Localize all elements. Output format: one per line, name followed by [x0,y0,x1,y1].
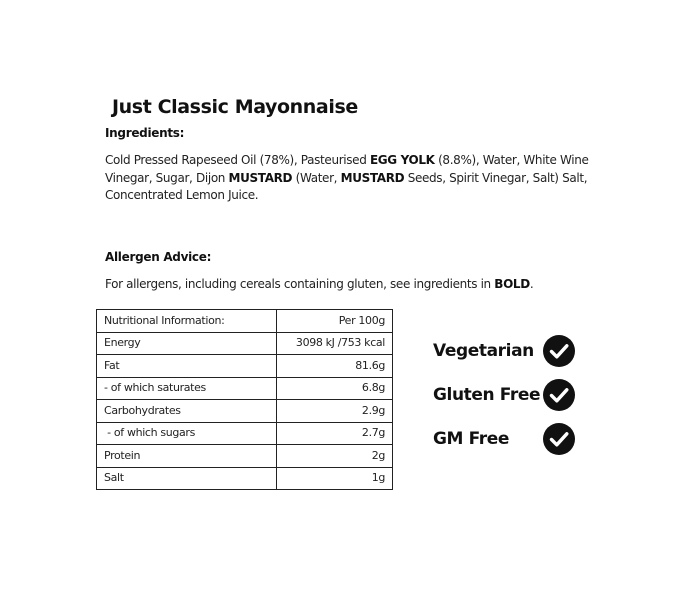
ingredient-part: Seeds, Spirit Vinegar, Salt) Salt, Concentrated Lemon Juice. [105,170,588,202]
nutrition-label: Salt [97,467,277,490]
nutrition-table [96,309,393,490]
badge-gm-free [433,422,575,456]
allergen-bold-word: BOLD [494,277,530,291]
allergen-text [105,276,605,294]
nutrition-header-row [97,310,393,333]
nutrition-row-carbohydrates [97,400,393,423]
ingredient-allergen-mustard: MUSTARD [228,170,293,185]
nutrition-value: 6.8g [277,377,393,400]
nutrition-value: 81.6g [277,355,393,378]
nutrition-label: Protein [97,445,277,468]
nutrition-row-sugars [97,422,393,445]
check-icon [543,379,575,411]
allergen-heading: Allergen Advice: [105,250,212,264]
ingredient-part: (8.8%), Water, White Wine Vinegar, Sugar, Dijon [105,153,589,185]
ingredient-part: (Water, [292,170,341,185]
dietary-badges [433,334,575,466]
badge-gluten-free [433,378,575,412]
ingredient-allergen-egg: EGG YOLK [369,153,435,167]
nutrition-value: 2.7g [277,422,393,445]
allergen-text-after: . [529,277,534,291]
nutrition-label: - of which sugars [97,422,277,445]
check-icon [543,423,575,455]
nutrition-label: Carbohydrates [97,400,277,423]
nutrition-row-protein [97,445,393,468]
nutrition-label: Energy [97,332,277,355]
ingredient-part: Cold Pressed Rapeseed Oil (78%), Pasteurised [105,153,370,167]
nutrition-value: 1g [277,467,393,490]
badge-label: Vegetarian [433,341,534,361]
nutrition-label: - of which saturates [97,377,277,400]
nutrition-value: 3098 kJ /753 kcal [277,332,393,355]
ingredient-allergen-mustard: MUSTARD [340,170,405,185]
nutrition-value: 2g [277,445,393,468]
badge-label: Gluten Free [433,385,541,405]
allergen-text-before: For allergens, including cereals containing gluten, see ingredients in [105,277,495,291]
nutrition-row-salt [97,467,393,490]
ingredients-heading: Ingredients: [105,126,185,140]
nutrition-header-value: Per 100g [277,310,393,333]
badge-label: GM Free [433,429,509,449]
nutrition-header-label: Nutritional Information: [97,310,277,333]
nutrition-row-saturates [97,377,393,400]
nutrition-row-fat [97,355,393,378]
ingredients-text [105,152,605,205]
product-title: Just Classic Mayonnaise [112,96,358,118]
nutrition-row-energy [97,332,393,355]
nutrition-label: Fat [97,355,277,378]
check-icon [543,335,575,367]
nutrition-value: 2.9g [277,400,393,423]
badge-vegetarian [433,334,575,368]
